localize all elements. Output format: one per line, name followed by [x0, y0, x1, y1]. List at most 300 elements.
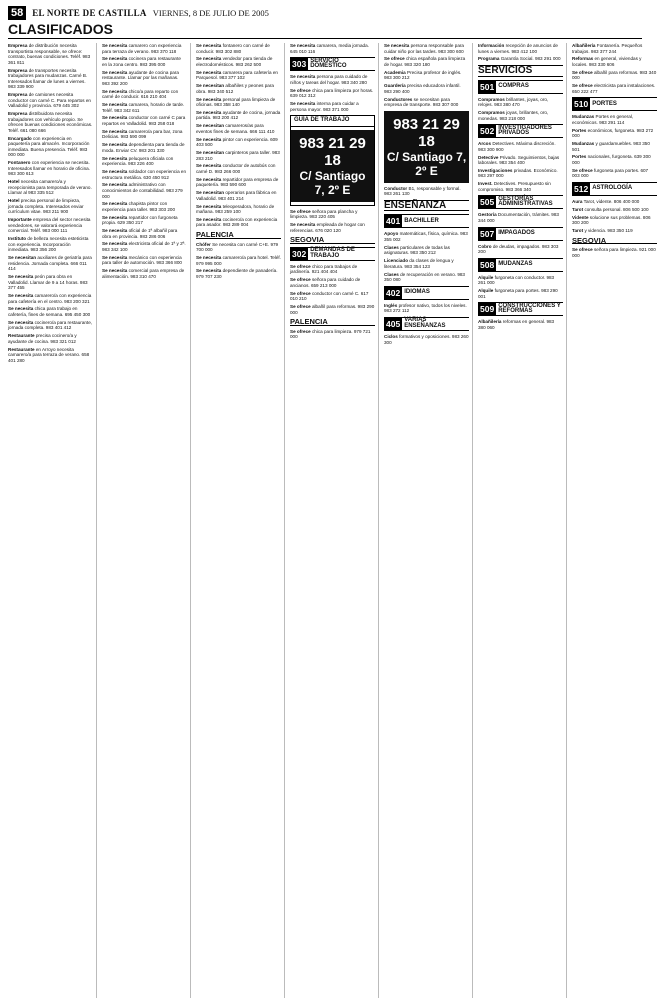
ad-text: electricista para instalaciones. 650 222 477 [572, 83, 656, 94]
ad-text: de transportes necesita trabajadores para mudanzas. Carné B. Interesados llamar de lunes a viernes. 983 339 900 [8, 67, 88, 90]
ad-lead: Hotel [8, 198, 20, 204]
ad-text: brillantes, joyas, oro, relojes. 983 380 470 [478, 96, 549, 108]
category-number: 502 [480, 126, 495, 137]
ad-text: particulares de todas las asignaturas. 983 350 212 [384, 244, 450, 256]
ad-lead: Portes [572, 127, 587, 133]
classified-ad [196, 137, 281, 148]
category-label: COMPRAS [496, 80, 563, 94]
ad-lead: Se ofrece [290, 328, 311, 334]
ad-text: albañil para reformas. 983 340 000 [572, 69, 657, 81]
ad-lead: Importante [8, 217, 32, 223]
ad-lead: Se ofrece [572, 83, 593, 89]
ad-lead: Apoyo [384, 231, 399, 237]
ad-lead: Albañilería [572, 43, 596, 48]
ad-lead: Se necesita [196, 96, 222, 102]
category-header [572, 97, 657, 111]
ad-lead: Se necesita [196, 203, 222, 209]
classified-ad [478, 181, 563, 192]
ad-lead: Se necesita [102, 182, 128, 188]
ad-lead: Se necesita [196, 176, 222, 182]
ad-text: dependienta para tienda de moda. Enviar CV. 983 201 330 [102, 142, 185, 153]
category-number: 505 [480, 197, 495, 208]
classified-ad [196, 242, 281, 253]
classified-ad [478, 212, 563, 223]
ad-text: camareros/as para eventos fines de semana. 666 111 410 [196, 123, 275, 134]
ad-text: precisa personal de limpieza, jornada completa. Interesados enviar currículum vitae. 983 211 900 [8, 198, 84, 215]
category-header [572, 182, 657, 196]
ad-column [478, 43, 567, 998]
classified-ad [102, 169, 187, 180]
ad-text: albañiles y peones para obra. 983 340 512 [196, 83, 274, 94]
classified-ad [384, 97, 469, 108]
ad-lead: Se necesita [102, 128, 128, 134]
ad-text: ayudante de cocina para restaurante. Llamar por las mañanas. 983 392 200 [102, 69, 179, 86]
classified-ad [8, 179, 93, 196]
classified-ad [196, 177, 281, 188]
ad-text: camarero/a para hotel. Teléf. 979 995 000 [196, 255, 281, 266]
ad-text: operarios para fábrica en Valladolid. 983 401 214 [196, 190, 277, 201]
category-header [478, 258, 563, 272]
category-header [290, 247, 375, 261]
ad-lead: Se necesitan [196, 123, 225, 129]
page-number: 58 [8, 6, 26, 20]
classified-ad [8, 160, 93, 177]
classified-ad [196, 43, 281, 54]
ad-text: repartidor con furgoneta propia. 629 350 217 [102, 214, 178, 226]
ad-lead: Se ofrece [290, 208, 311, 214]
classified-ad [102, 89, 187, 100]
classified-ad [196, 83, 281, 94]
ad-lead: Se ofrece [290, 87, 311, 93]
classified-ad [102, 228, 187, 239]
ad-lead: Clases [384, 244, 399, 250]
classified-ad [384, 258, 469, 269]
ad-text: Portes en general, económicos. 983 291 114 [572, 114, 634, 125]
category-header [384, 317, 469, 331]
category-label: CONSTRUCCIONES Y REFORMAS [496, 302, 563, 316]
section-heading: ENSEÑANZA [384, 200, 469, 212]
classified-ad [572, 207, 657, 213]
classified-ad [478, 56, 563, 62]
ad-text: y videncia. 983 350 119 [584, 227, 633, 233]
ad-lead: Academia [384, 69, 406, 75]
category-number: 512 [574, 184, 589, 194]
ad-text: conductor con carné C para repartos en Valladolid. 983 258 018 [102, 115, 186, 127]
ad-lead: Invest. [478, 181, 493, 187]
classified-ad [196, 217, 281, 228]
ad-text: personal para limpieza de oficinas. 983 358 140 [196, 96, 276, 108]
ad-lead: Arcos [478, 141, 492, 147]
section-heading: SERVICIOS [478, 65, 563, 77]
classified-ad [196, 56, 281, 67]
classified-ad [102, 201, 187, 212]
category-label: ASTROLOGÍA [590, 182, 657, 196]
classified-ad [8, 320, 93, 331]
ad-text: empleada de hogar con referencias. 676 020 120 [290, 222, 365, 233]
ad-lead: Se necesita [196, 109, 222, 115]
classified-ad [290, 209, 375, 220]
classified-ad [8, 217, 93, 234]
ad-text: Detectives. Máxima discreción. 983 300 900 [478, 141, 556, 152]
page-header [8, 6, 642, 20]
ad-text: recepción de anuncios de lunes a viernes. 983 412 100 [478, 43, 558, 54]
category-header [384, 286, 469, 300]
classified-ad [8, 236, 93, 253]
classified-ad [478, 110, 563, 121]
ad-text: económicos, furgoneta. 983 272 000 [572, 127, 654, 139]
job-guide-title: GUÍA DE TRABAJO [291, 116, 374, 127]
classified-ad [290, 264, 375, 275]
category-number: 509 [480, 304, 495, 315]
category-label: BACHILLER [402, 214, 469, 228]
category-number: 508 [480, 259, 495, 270]
ad-text: Privado. Seguimientos, bajas laborales. 983 354 400 [478, 154, 560, 166]
ad-column [8, 43, 97, 998]
ad-text: vendedor para tienda de electrodomésticos. 983 262 500 [196, 56, 273, 67]
classified-ad [8, 347, 93, 364]
ad-text: electricista oficial de 1ª y 2ª. 983 342 100 [102, 241, 186, 253]
ad-lead: Se necesita [8, 293, 34, 298]
classified-ad [572, 114, 657, 125]
category-header [478, 80, 563, 94]
ad-lead: Se necesita [102, 142, 128, 148]
ad-lead: Programa [478, 56, 500, 62]
category-header [478, 195, 563, 209]
ad-lead: Se ofrece [290, 290, 311, 296]
classified-ad [102, 215, 187, 226]
ad-text: da clases de lengua y literatura. 983 354 123 [384, 258, 454, 269]
ad-text: precisa educadora infantil. 983 290 400 [384, 83, 461, 94]
ad-lead: Compramos [478, 109, 505, 115]
city-heading: SEGOVIA [290, 237, 375, 244]
classified-ad [572, 83, 657, 94]
category-header [290, 57, 375, 71]
ad-text: de camiones necesita conductor con carné C. Para repartos en Valladolid y provincia. 679 445 302 [8, 92, 91, 109]
category-label: VARIAS ENSEÑANZAS [402, 317, 469, 331]
address: C/ Santiago 7, 2º E [386, 149, 467, 178]
classified-ad [8, 306, 93, 317]
ad-lead: Mudanzas [572, 114, 595, 120]
ad-text: reformas en general. 983 380 060 [478, 319, 555, 330]
classified-ad [102, 156, 187, 167]
category-label: GESTORÍAS ADMINISTRATIVAS [496, 195, 563, 209]
classified-ad [8, 293, 93, 304]
classified-ad [572, 70, 657, 81]
ad-lead: Se necesita [102, 88, 128, 94]
classified-ad [572, 215, 657, 226]
category-number: 402 [386, 287, 401, 298]
classified-ad [572, 56, 657, 67]
ad-text: y guardamuebles. 983 350 501 [572, 141, 650, 152]
ad-lead: Se necesita [196, 56, 222, 62]
classified-ad [102, 142, 187, 153]
ad-text: precisa cocinero/a y ayudante de cocina. 983 321 012 [8, 333, 77, 344]
ad-lead: Se necesita [102, 241, 128, 247]
ad-lead: Se ofrece [290, 263, 311, 269]
ad-text: en Arroyo necesita camarero/a para terraza de verano. 658 401 280 [8, 346, 90, 363]
ad-lead: Se necesita [102, 43, 128, 48]
ad-lead: Se necesitan [196, 190, 225, 196]
ad-text: joyas, brillantes, oro, monedas. 983 218 000 [478, 109, 549, 121]
ad-lead: Ciclos [384, 333, 398, 339]
classified-ad [290, 304, 375, 315]
ad-text: soldador con experiencia en estructura metálica. 630 450 912 [102, 168, 187, 180]
classified-ad [478, 319, 563, 330]
classified-ad [8, 274, 93, 291]
ad-lead: Conductor [384, 185, 408, 191]
ad-lead: Se necesita [8, 319, 34, 325]
ad-text: ayudante de cocina, jornada partida. 983 200 412 [196, 109, 281, 121]
classified-ad [478, 288, 563, 299]
ad-text: teleoperadora, horario de mañana. 983 259 100 [196, 203, 275, 215]
ad-text: Tarot, vidente. 806 400 000 [583, 199, 640, 204]
ad-text: camarero/a con experiencia para cafetería en el centro. 983 200 321 [8, 293, 92, 304]
ad-text: cocinero/a para restaurante, jornada completa. 983 401 412 [8, 319, 93, 331]
ad-text: de distribución necesita transportista responsable, se ofrece: contrato, buenas condiciones. Teléf. 983 361 811 [8, 43, 91, 65]
ad-lead: Se ofrece [384, 56, 405, 62]
ad-lead: Se necesita [102, 56, 128, 62]
ad-text: furgoneta para portes. 607 003 000 [572, 167, 649, 179]
classified-ad [290, 88, 375, 99]
ad-lead: Se necesita [102, 228, 128, 234]
ad-lead: Gestoría [478, 212, 497, 218]
ad-text: pintor con experiencia. 609 403 500 [196, 136, 278, 148]
ad-lead: Se necesita [196, 43, 222, 48]
address: C/ Santiago 7, 2º E [299, 168, 366, 197]
ad-lead: Alquile [478, 288, 494, 294]
category-header [384, 214, 469, 228]
ad-text: cocinero/a con experiencia para asador. 983 289 004 [196, 216, 278, 228]
ad-lead: Detective [478, 154, 499, 160]
ad-lead: Restaurante [8, 333, 35, 339]
classified-ad [290, 74, 375, 85]
ad-text: chapista pintor con experiencia para taller. 983 303 200 [102, 201, 176, 212]
ad-lead: Se necesita [290, 222, 316, 228]
ad-lead: Albañilería [478, 319, 502, 325]
classified-ad [478, 244, 563, 255]
classified-ad [384, 70, 469, 81]
ad-lead: Portes [572, 154, 587, 160]
classified-ad [478, 155, 563, 166]
ad-text: furgoneta para portes. 983 290 001 [478, 288, 558, 299]
ad-text: chico para trabajos de jardinería. 921 404 404 [290, 263, 358, 275]
ad-text: de recuperación en verano. 983 350 080 [384, 271, 465, 283]
classified-ad [102, 129, 187, 140]
ad-lead: Se necesita [384, 43, 410, 48]
ad-text: empresa del sector necesita vendedores, se valorará experiencia comercial. Teléf. 983 000 111 [8, 217, 91, 234]
classified-ad [196, 150, 281, 161]
ad-column [572, 43, 660, 998]
city-heading: SEGOVIA [572, 238, 657, 245]
classified-ad [102, 268, 187, 279]
category-header [478, 227, 563, 241]
ad-lead: Investigaciones [478, 167, 513, 173]
category-number: 405 [386, 318, 401, 329]
ad-text: oficial de 1ª albañil para obra en provincia. 983 286 006 [102, 228, 178, 239]
ad-column [290, 43, 379, 998]
ad-text: chico/a para reparto con carné de conducir. 616 210 404 [102, 88, 179, 100]
ad-lead: Inglés [384, 302, 398, 308]
category-label: MUDANZAS [496, 258, 563, 272]
ad-text: Detectives. Presupuesto sin compromiso. 983 366 340 [478, 181, 551, 192]
classified-ad [8, 68, 93, 90]
ad-text: albañil para reformas. 983 290 000 [290, 304, 375, 315]
ad-text: con experiencia en paquetería para almacén. Incorporación inmediata. Buena presencia. Teléf. 983 000 000 [8, 135, 90, 158]
ad-text: Se necesita con carné C+E. 979 700 000 [196, 241, 279, 253]
ad-lead: Se necesita [290, 43, 316, 48]
ad-text: señora para limpieza. 921 000 000 [572, 247, 656, 258]
city-heading: PALENCIA [196, 232, 281, 239]
ad-text: distribuidora necesita trabajadores con vehículo propio. Se ofrecen buenas condiciones económicas. Teléf. 661 080 666 [8, 111, 93, 133]
ad-lead: Se ofrece [290, 277, 311, 283]
ad-column [384, 43, 473, 998]
classified-ad [102, 56, 187, 67]
ad-lead: Aura [572, 199, 583, 204]
category-label: IDIOMAS [402, 286, 469, 300]
classified-ad [102, 255, 187, 266]
ad-text: chica para limpieza. 979 721 000 [290, 328, 371, 340]
ad-text: carpinteros para taller. 983 283 210 [196, 150, 280, 161]
category-number: 501 [480, 81, 495, 92]
classified-ad [196, 97, 281, 108]
newspaper-name: EL NORTE DE CASTILLA [32, 8, 147, 18]
category-header [478, 302, 563, 316]
ad-lead: Conductores [384, 96, 413, 102]
ad-text: camarero con experiencia para terraza de verano. 983 370 118 [102, 43, 182, 54]
ad-text: persona responsable para cuidar niño por las tardes. 983 300 600 [384, 43, 464, 54]
ad-lead: Empresa [8, 111, 28, 117]
ad-lead: Se necesita [102, 69, 128, 75]
ad-lead: Se ofrece [572, 69, 593, 75]
ad-text: Precisa profesor de inglés. 983 300 212 [384, 69, 462, 81]
ad-lead: Cobro [478, 243, 492, 249]
ad-lead: Se necesita [102, 201, 128, 207]
ad-column [102, 43, 191, 998]
ad-lead: Se necesita [290, 74, 316, 80]
classified-ad [8, 43, 93, 65]
ad-lead: Se ofrece [290, 304, 311, 309]
classified-ad [384, 231, 469, 242]
ad-lead: Se necesita [102, 268, 128, 274]
classified-ad [290, 329, 375, 340]
classified-ad [572, 247, 657, 258]
ad-lead: Se necesita [8, 274, 34, 280]
ad-lead: Empresa [8, 67, 28, 73]
classified-ad [478, 275, 563, 286]
classified-ad [196, 163, 281, 174]
ad-lead: Alquile [478, 274, 494, 280]
ad-lead: Se necesita [196, 163, 222, 169]
classified-ad [384, 334, 469, 345]
ad-text: peón para obra en Valladolid. Llamar de 9 a 14 horas. 983 377 455 [8, 274, 88, 291]
ad-text: cocinera para restaurante en la zona centro. 983 395 000 [102, 56, 181, 67]
ad-text: Documentación, trámites. 983 344 000 [478, 212, 559, 224]
ad-lead: Se ofrece [572, 167, 593, 173]
ad-text: matemáticas, física, química. 983 355 002 [384, 231, 468, 243]
classified-ad [384, 43, 469, 54]
ad-text: conductor con carné C. 617 010 210 [290, 290, 369, 302]
ad-lead: Tarot [572, 206, 584, 212]
ad-text: comercial para empresa de alimentación. 983 310 470 [102, 268, 185, 279]
ad-text: privadas. Económico. 983 297 000 [478, 167, 558, 179]
classified-ad [478, 168, 563, 179]
ad-text: camarero/a para bar, zona Delicias. 983 590 099 [102, 128, 183, 140]
classified-ad [196, 123, 281, 134]
category-label: PORTES [590, 97, 657, 111]
ad-lead: Se necesitan [196, 150, 225, 155]
classified-ad [8, 136, 93, 158]
ad-lead: Se necesita [196, 216, 222, 222]
classified-ad [478, 97, 563, 108]
ad-lead: Fontanero [8, 160, 31, 166]
ad-text: en general, viviendas y locales. 983 330 606 [572, 56, 642, 67]
ad-lead: Se necesita [290, 100, 316, 106]
ad-lead: Hotel [8, 179, 20, 185]
classified-ad [572, 168, 657, 179]
ad-lead: Tarot [572, 227, 584, 233]
ad-text: formativos y oposiciones. 983 260 300 [384, 333, 469, 345]
ad-lead: Información [478, 43, 505, 48]
classified-ad [8, 333, 93, 344]
classified-ad [8, 92, 93, 109]
classified-ad [196, 70, 281, 81]
classified-ad [290, 222, 375, 233]
classified-ad [8, 111, 93, 133]
classified-ad [572, 141, 657, 152]
classified-ad [196, 204, 281, 215]
city-heading: PALENCIA [290, 319, 375, 326]
classified-ad [196, 190, 281, 201]
classified-ad [384, 303, 469, 314]
ad-text: señora para cuidado de ancianos. 659 213 000 [290, 277, 361, 288]
ad-lead: Vidente [572, 214, 589, 220]
ad-lead: Se necesita [196, 69, 222, 75]
ad-text: de deudas, impagados. 983 303 200 [478, 243, 559, 255]
ad-text: camarera, horario de tarde. Teléf. 983 342 611 [102, 102, 185, 113]
ad-column [196, 43, 285, 998]
category-number: 401 [386, 216, 401, 227]
ad-lead: Compramos [478, 96, 505, 102]
classified-ad [384, 272, 469, 283]
classified-ad [290, 43, 375, 54]
ad-text: nacionales, furgoneta. 639 300 000 [572, 154, 651, 166]
ad-text: de belleza necesita esteticista con experiencia. Incorporación inmediata. 983 356 200 [8, 236, 89, 253]
ad-text: señora para plancha y limpieza. 983 220 405 [290, 208, 358, 220]
ad-text: chica para limpieza por horas. 639 012 312 [290, 87, 374, 99]
ad-lead: Se necesita [196, 268, 222, 274]
ad-lead: Se ofrece [572, 247, 593, 253]
ad-text: con experiencia se necesita. Interesados llamar en horario de oficina. 983 300 613 [8, 160, 90, 177]
ad-lead: Encargado [8, 135, 32, 141]
ad-text: repartidor para empresa de paquetería. 983 590 600 [196, 176, 279, 188]
ad-lead: Se necesita [102, 115, 128, 121]
classified-ad [102, 43, 187, 54]
ad-lead: Se necesita [196, 136, 222, 142]
ad-lead: Se necesita [102, 155, 128, 161]
ad-text: interna para cuidar a persona mayor. 983 371 000 [290, 100, 359, 112]
category-number: 302 [292, 248, 307, 259]
ad-text: peluquera oficiala con experiencia. 983 226 400 [102, 155, 174, 167]
classified-ad [290, 291, 375, 302]
classified-ad [102, 102, 187, 113]
category-label: INVESTIGADORES PRIVADOS [496, 124, 563, 138]
ad-lead: Instituto [8, 236, 27, 242]
ad-text: Fontanería. Pequeños trabajos. 983 377 244 [572, 43, 643, 54]
ad-lead: Mudanzas [572, 141, 595, 147]
classified-ad [8, 255, 93, 272]
classified-ad [478, 43, 563, 54]
classified-ad [384, 245, 469, 256]
